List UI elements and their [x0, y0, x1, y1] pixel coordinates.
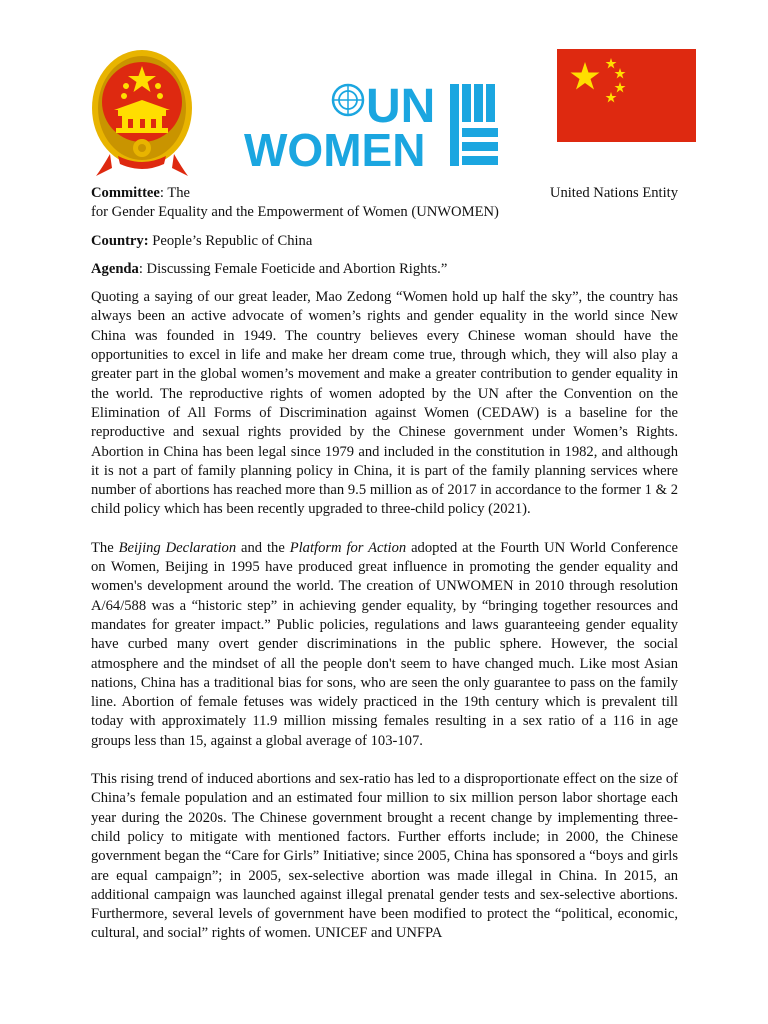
- committee-line-2: for Gender Equality and the Empowerment of Women (UNWOMEN): [91, 204, 499, 221]
- paragraph-3: This rising trend of induced abortions and sex-ratio has led to a disproportionate effect on the size of China’s female population and an estimated four million to six million person labor shortage each year during the 2020s. The Chinese government brought a recent change by implementing three-child policy to mitigate with mentioned factors. Further efforts include; in 2000, the Chinese government began the “Care for Girls” Initiative; since 2005, China has sponsored a “boys and girls are equal campaign”; in 2005, sex-selective abortion was made illegal in China. In 2015, an additional campaign was launched against illegal prenatal gender tests and sex-selective abortions. Furthermore, several levels of government have been modified to protect the “political, economic, cultural, and social” rights of women. UNICEF and UNFPA: [91, 771, 678, 942]
- committee-line-left: [91, 184, 190, 203]
- platform-for-action-title: Platform for Action: [289, 539, 407, 556]
- committee-line: [91, 184, 678, 203]
- beijing-declaration-title: Beijing Declaration: [118, 539, 237, 556]
- paragraph-1: Quoting a saying of our great leader, Mao Zedong “Women hold up half the sky”, the country has always been an active advocate of women’s rights and gender equality in the world since New China was founded in 1949. The country believes every Chinese woman should have the opportunities to excel in life and make her dream come true, through which, they will also play a greater part in the global women’s movement and make a greater contribution to gender equality in the world. The reproductive rights of women adopted by the UN after the Convention on the Elimination of All Forms of Discrimination against Women (CEDAW) is a baseline for the reproductive and sexual rights provided by the Chinese government under Women’s Rights. Abortion in China has been legal since 1979 and included in the constitution in 1982, and although it is not a part of family planning policy in China, it is part of the family planning services where number of abortions has reached more than 9.5 million as of 2017 in accordance to the former 1 & 2 child policy which has been recently upgraded to three-child policy (2021).: [91, 289, 678, 518]
- china-flag-icon: [557, 49, 696, 142]
- logo-women-text: WOMEN: [244, 124, 426, 172]
- country-label: Country:: [91, 232, 149, 249]
- paragraph-2: [91, 539, 678, 751]
- agenda-value: : Discussing Female Foeticide and Abortion Rights.”: [138, 260, 448, 277]
- un-women-logo-icon: [242, 80, 506, 172]
- document-body: [91, 184, 678, 944]
- paragraph-2-text-b: and the: [236, 539, 290, 556]
- paragraph-2-text-a: The: [91, 539, 119, 556]
- country-value: People’s Republic of China: [148, 232, 313, 249]
- logo-un-text: UN: [366, 80, 436, 133]
- agenda-line: [91, 260, 678, 279]
- agenda-label: Agenda: [91, 260, 139, 277]
- committee-value-right: United Nations Entity: [549, 185, 678, 201]
- committee-label: Committee: [91, 185, 160, 201]
- paragraph-2-text-c: adopted at the Fourth UN World Conference on Women, Beijing in 1995 have produced great influence in promoting the gender equality and women's development around the world. The creation of UNWOMEN in 2010 through resolution A/64/588 was a “historic step” in achieving gender equality, by “bringing together resources and mandates for greater impact.” Public policies, regulations and laws guaranteeing gender equality have curbed many overt gender discriminations in the public sphere. However, the social atmosphere and the mindset of all the people don't seem to have changed much. Like most Asian nations, China has a traditional bias for sons, who are seen the only guarantee to pass on the family line. Abortion of female fetuses was widely practiced in the 19th century which is prevalent till today with approximately 11.9 million missing females resulting in a sex ratio of a 116 in age groups less than 15, against a global average of 103-107.: [91, 539, 679, 749]
- china-emblem-icon: [88, 44, 196, 180]
- committee-value-start: : The: [159, 185, 191, 201]
- country-line: [91, 232, 678, 251]
